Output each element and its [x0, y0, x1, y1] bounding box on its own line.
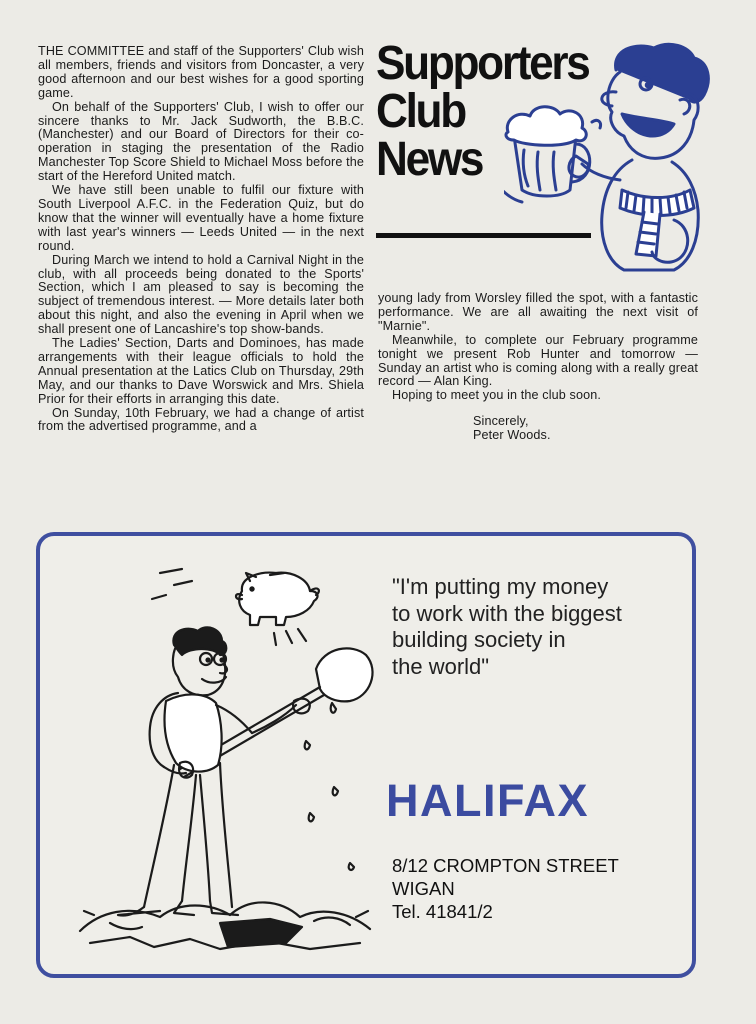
advert-quote: [392, 574, 682, 680]
beer-mug-mascot-icon: [504, 40, 714, 275]
article-right-column: [378, 292, 698, 443]
advert-phone: Tel. 41841/2: [392, 901, 493, 922]
signoff: Sincerely,: [473, 414, 529, 429]
article-paragraph: Hoping to meet you in the club soon.: [392, 388, 601, 403]
advert-quote-line: "I'm putting my money: [392, 574, 609, 599]
advert-address: [392, 854, 619, 923]
masthead: [376, 37, 706, 275]
advert-quote-line: building society in: [392, 627, 566, 652]
masthead-line-club: Club: [376, 85, 465, 138]
article-paragraph: young lady from Worsley filled the spot, with a fantastic performance. We are all awaiting the next visit of "Marnie".: [378, 291, 698, 333]
advert-quote-line: the world": [392, 653, 490, 679]
masthead-line-news: News: [376, 133, 483, 186]
article-paragraph: Meanwhile, to complete our February programme tonight we present Rob Hunter and tomorrow — Sunday an artist who is coming along with a really great record — Alan King.: [378, 332, 698, 389]
article-paragraph: We have still been unable to fulfil our fixture with South Liverpool A.F.C. in the Federation Quiz, but do know that the winner will eventually have a home fixture with last year's winners — Leeds United — in the next round.: [38, 183, 364, 253]
article-paragraph: On behalf of the Supporters' Club, I wish to offer our sincere thanks to Mr. Jack Sudworth, the B.B.C. (Manchester) and our Board of Directors for their co-operation in staging the presentation of the Radio Manchester Top Score Shield to Michael Moss before the start of the Hereford United match.: [38, 99, 364, 184]
article-left-column: [38, 45, 364, 434]
signature: Peter Woods.: [473, 428, 551, 443]
advert-address-line: WIGAN: [392, 878, 455, 899]
signoff-block: [473, 415, 698, 443]
advert-address-line: 8/12 CROMPTON STREET: [392, 855, 619, 876]
man-with-shovel-piggy-bank-icon: [70, 551, 390, 971]
halifax-advert: [36, 532, 696, 978]
advert-quote-line: to work with the biggest: [392, 600, 622, 626]
advert-brand: HALIFAX: [386, 775, 590, 826]
article-paragraph: The Ladies' Section, Darts and Dominoes, has made arrangements with their league officials to hold the Annual presentation at the Latics Club on Thursday, 29th May, and our thanks to Dave Worswick and Mrs. Shiela Prior for their efforts in arranging this date.: [38, 336, 364, 406]
article-paragraph: During March we intend to hold a Carnival Night in the club, with all proceeds being donated to the Sports' Section, which I am pleased to say is becoming the subject of tremendous interest. — More details later both about this night, and also the evening in April when we shall present one of Lancashire's top show-bands.: [38, 252, 364, 337]
article-paragraph: On Sunday, 10th February, we had a change of artist from the advertised programme, and a: [38, 405, 364, 434]
masthead-line-supporters: Supporters: [376, 37, 589, 90]
article-paragraph: THE COMMITTEE and staff of the Supporters' Club wish all members, friends and visitors from Doncaster, a very good afternoon and our best wishes for a good sporting game.: [38, 44, 364, 100]
